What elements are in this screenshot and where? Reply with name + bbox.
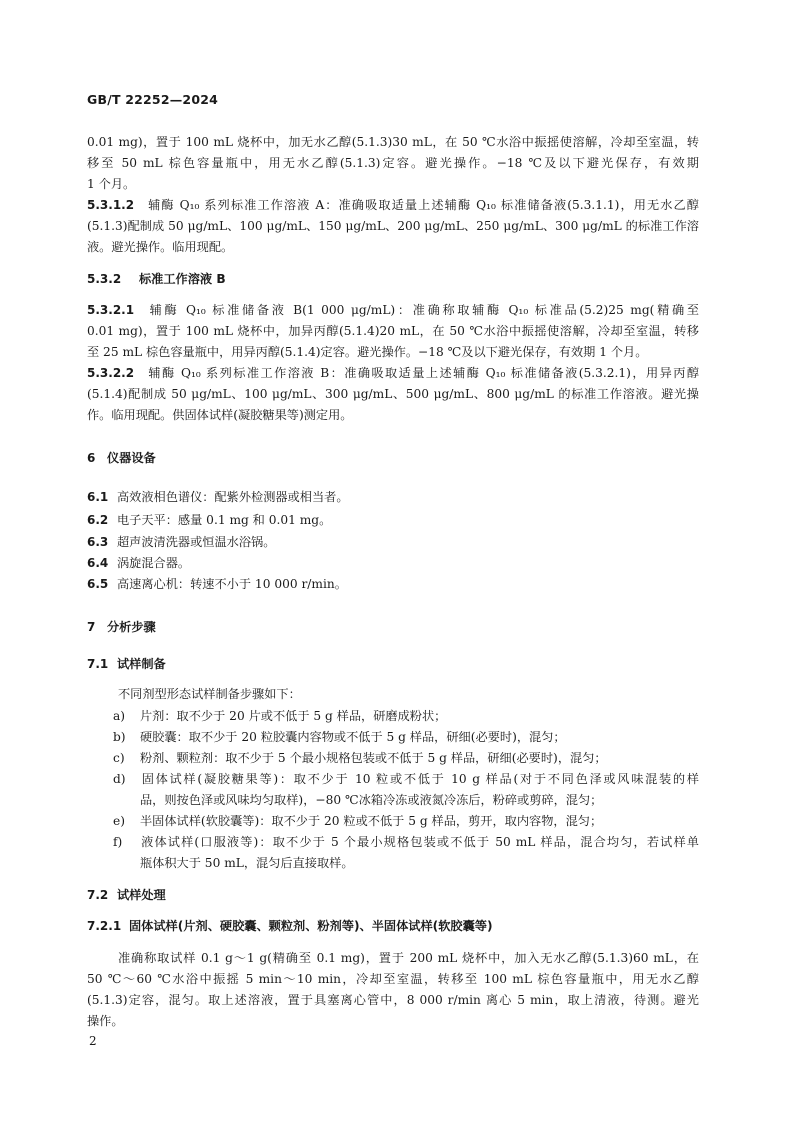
heading-number: 6 bbox=[87, 451, 96, 465]
clause-number: 6.5 bbox=[87, 577, 109, 591]
clause-number: 5.3.2.1 bbox=[87, 303, 135, 317]
clause-number: 5.3.2.2 bbox=[87, 366, 135, 380]
paragraph-line: 液。避光操作。临用现配。 bbox=[87, 240, 234, 254]
heading-text: 仪器设备 bbox=[107, 451, 156, 465]
clause-6-2 bbox=[87, 512, 331, 528]
list-item-f bbox=[113, 834, 699, 850]
heading-number: 7.2 bbox=[87, 888, 109, 902]
paragraph-line: 0.01 mg)，置于 100 mL 烧杯中，加异丙醇(5.1.4)20 mL，在 50 ℃水浴中振摇使溶解，冷却至室温，转移 bbox=[87, 324, 699, 338]
paragraph-line: 作。临用现配。供固体试样(凝胶糖果等)测定用。 bbox=[87, 408, 353, 422]
list-marker: c) bbox=[113, 751, 125, 765]
paragraph-line: (5.1.4)配制成 50 μg/mL、100 μg/mL、300 μg/mL、500 μg/mL、800 μg/mL 的标准工作溶液。避光操 bbox=[87, 387, 699, 401]
paragraph-line: 至 25 mL 棕色容量瓶中，用异丙醇(5.1.4)定容。避光操作。−18 ℃及以下避光保存，有效期 1 个月。 bbox=[87, 345, 648, 359]
list-continuation: 品，则按色泽或风味均匀取样)，−80 ℃冰箱冷冻或液氮冷冻后，粉碎或剪碎，混匀； bbox=[140, 793, 603, 807]
heading-number: 7.1 bbox=[87, 657, 109, 671]
list-text: 半固体试样(软胶囊等)：取不少于 20 粒或不低于 5 g 样品，剪开，取内容物，混匀； bbox=[140, 814, 603, 828]
page-number: 2 bbox=[89, 1034, 97, 1048]
list-text: 粉剂、颗粒剂：取不少于 5 个最小规格包装或不低于 5 g 样品，研细(必要时)，混匀； bbox=[140, 751, 607, 765]
list-text: 片剂：取不少于 20 片或不低于 5 g 样品，研磨成粉状； bbox=[140, 709, 447, 723]
paragraph-line: 准确称取试样 0.1 g～1 g(精确至 0.1 mg)，置于 200 mL 烧杯中，加入无水乙醇(5.1.3)60 mL，在 bbox=[118, 951, 699, 965]
clause-5-3-2-1 bbox=[87, 302, 699, 318]
clause-number: 6.3 bbox=[87, 535, 109, 549]
heading-5-3-2 bbox=[87, 271, 226, 287]
heading-7-2-1 bbox=[87, 918, 493, 934]
list-item-a bbox=[113, 708, 446, 724]
clause-text: 高速离心机：转速不小于 10 000 r/min。 bbox=[117, 577, 347, 591]
heading-text: 标准工作溶液 B bbox=[139, 272, 226, 286]
heading-text: 固体试样(片剂、硬胶囊、颗粒剂、粉剂等)、半固体试样(软胶囊等) bbox=[129, 919, 493, 933]
clause-text: 辅酶 Q₁₀ 系列标准工作溶液 B：准确吸取适量上述辅酶 Q₁₀ 标准储备液(5.3.2.1)，用异丙醇 bbox=[147, 366, 699, 380]
clause-number: 6.4 bbox=[87, 556, 109, 570]
list-marker: d) bbox=[113, 772, 126, 786]
heading-6 bbox=[87, 450, 156, 466]
clause-5-3-2-2 bbox=[87, 365, 699, 381]
clause-number: 6.2 bbox=[87, 513, 109, 527]
list-item-b bbox=[113, 729, 566, 745]
clause-text: 辅酶 Q₁₀ 标准储备液 B(1 000 μg/mL)：准确称取辅酶 Q₁₀ 标准品(5.2)25 mg(精确至 bbox=[147, 303, 699, 317]
clause-number: 5.3.1.2 bbox=[87, 198, 135, 212]
heading-number: 7 bbox=[87, 620, 96, 634]
list-text: 液体试样(口服液等)：取不少于 5 个最小规格包装或不低于 50 mL 样品，混合均匀，若试样单 bbox=[140, 835, 699, 849]
clause-6-1 bbox=[87, 489, 349, 505]
heading-text: 分析步骤 bbox=[107, 620, 156, 634]
list-item-d bbox=[113, 771, 699, 787]
clause-text: 辅酶 Q₁₀ 系列标准工作溶液 A：准确吸取适量上述辅酶 Q₁₀ 标准储备液(5.3.1.1)，用无水乙醇 bbox=[147, 198, 699, 212]
heading-text: 试样处理 bbox=[117, 888, 166, 902]
clause-6-5 bbox=[87, 576, 347, 592]
heading-text: 试样制备 bbox=[117, 657, 166, 671]
list-marker: e) bbox=[113, 814, 125, 828]
list-text: 固体试样(凝胶糖果等)：取不少于 10 粒或不低于 10 g 样品(对于不同色泽或风味混装的样 bbox=[140, 772, 699, 786]
list-text: 硬胶囊：取不少于 20 粒胶囊内容物或不低于 5 g 样品，研细(必要时)，混匀； bbox=[140, 730, 566, 744]
standard-number: GB/T 22252—2024 bbox=[87, 92, 219, 107]
paragraph-line: 0.01 mg)，置于 100 mL 烧杯中，加无水乙醇(5.1.3)30 mL，在 50 ℃水浴中振摇使溶解，冷却至室温，转 bbox=[87, 135, 699, 149]
list-marker: b) bbox=[113, 730, 126, 744]
list-marker: f) bbox=[113, 835, 123, 849]
clause-6-3 bbox=[87, 534, 275, 550]
clause-6-4 bbox=[87, 555, 190, 571]
clause-text: 电子天平：感量 0.1 mg 和 0.01 mg。 bbox=[117, 513, 332, 527]
paragraph-line: 操作。 bbox=[87, 1014, 124, 1028]
list-item-e bbox=[113, 813, 602, 829]
clause-number: 6.1 bbox=[87, 490, 109, 504]
paragraph-line: 50 ℃～60 ℃水浴中振摇 5 min～10 min，冷却至室温，转移至 100 mL 棕色容量瓶中，用无水乙醇 bbox=[87, 972, 699, 986]
paragraph-line: 不同剂型形态试样制备步骤如下： bbox=[118, 687, 301, 701]
heading-7-1 bbox=[87, 656, 166, 672]
heading-7 bbox=[87, 619, 156, 635]
clause-text: 高效液相色谱仪：配紫外检测器或相当者。 bbox=[117, 490, 349, 504]
paragraph-line: (5.1.3)配制成 50 μg/mL、100 μg/mL、150 μg/mL、200 μg/mL、250 μg/mL、300 μg/mL 的标准工作溶 bbox=[87, 219, 699, 233]
heading-number: 7.2.1 bbox=[87, 919, 122, 933]
clause-5-3-1-2 bbox=[87, 197, 699, 213]
clause-text: 超声波清洗器或恒温水浴锅。 bbox=[117, 535, 276, 549]
clause-text: 涡旋混合器。 bbox=[117, 556, 191, 570]
list-marker: a) bbox=[113, 709, 126, 723]
list-continuation: 瓶体积大于 50 mL，混匀后直接取样。 bbox=[140, 856, 354, 870]
heading-number: 5.3.2 bbox=[87, 272, 122, 286]
list-item-c bbox=[113, 750, 607, 766]
heading-7-2 bbox=[87, 887, 166, 903]
paragraph-line: 1 个月。 bbox=[87, 177, 136, 191]
paragraph-line: 移至 50 mL 棕色容量瓶中，用无水乙醇(5.1.3)定容。避光操作。−18 ℃及以下避光保存，有效期 bbox=[87, 156, 699, 170]
paragraph-line: (5.1.3)定容，混匀。取上述溶液，置于具塞离心管中，8 000 r/min 离心 5 min，取上清液，待测。避光 bbox=[87, 993, 699, 1007]
